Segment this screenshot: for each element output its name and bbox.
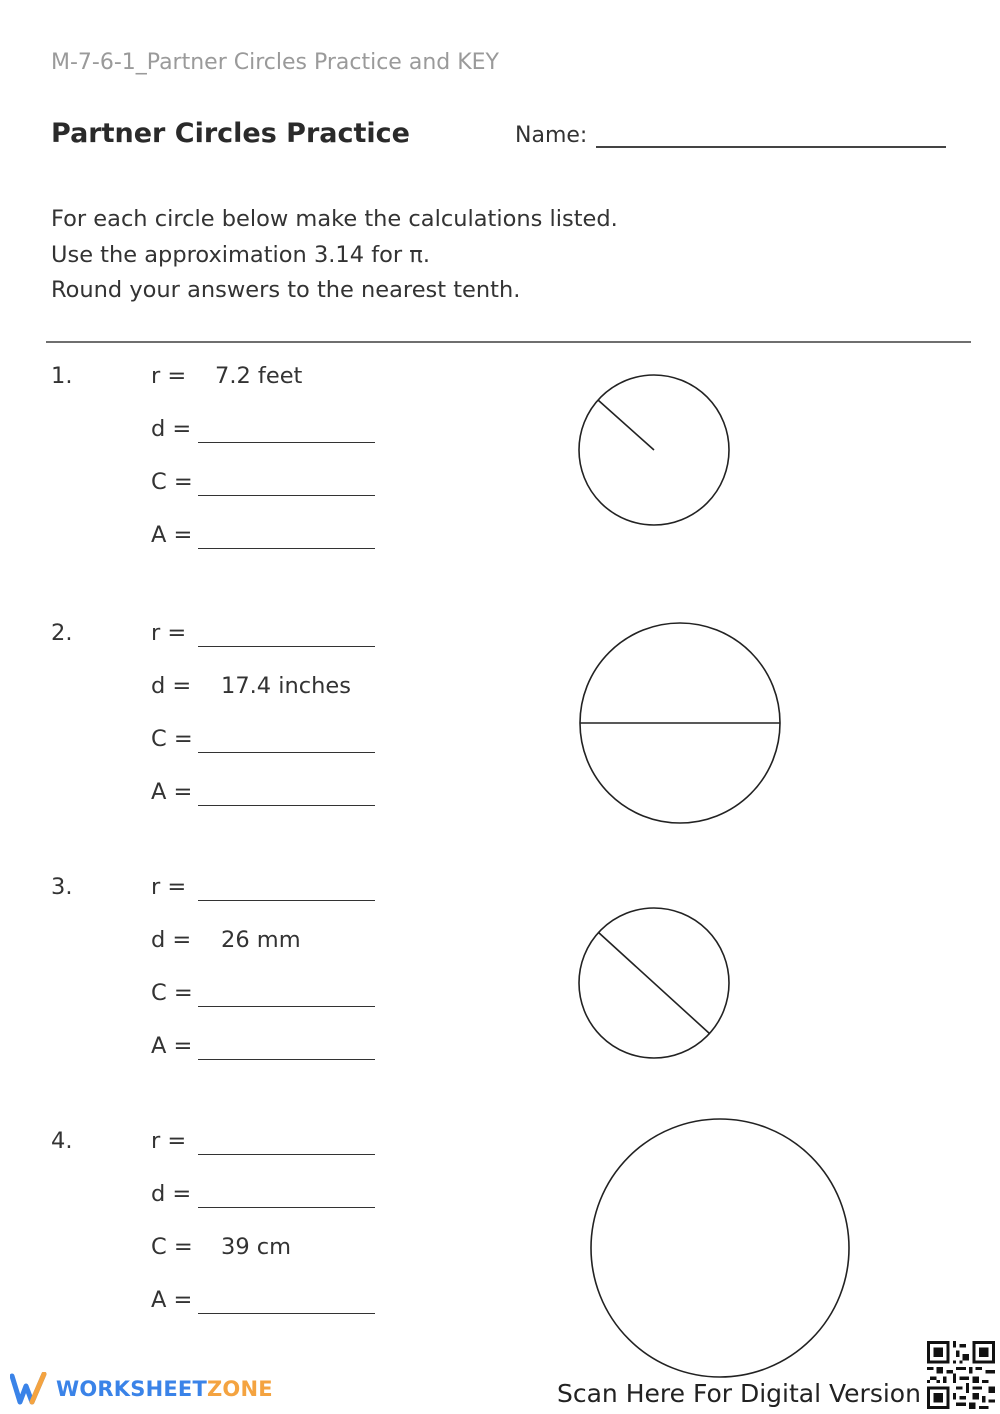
brand-text-zone: ZONE [206, 1377, 273, 1401]
variable-label: r = [151, 874, 187, 900]
problem-number: 4. [51, 1128, 73, 1154]
radius-segment-1 [598, 400, 654, 450]
circle-diagram-3 [579, 908, 729, 1058]
variable-label: A = [151, 1287, 193, 1313]
problem-number: 1. [51, 363, 73, 389]
circle-diagram-4 [591, 1119, 849, 1377]
variable-label: C = [151, 1234, 193, 1260]
brand-logo [10, 1372, 273, 1406]
document-code: M-7-6-1_Partner Circles Practice and KEY [51, 50, 499, 75]
variable-label: d = [151, 927, 192, 953]
qr-code-icon[interactable] [927, 1341, 995, 1409]
variable-label: r = [151, 363, 187, 389]
given-value: 39 cm [221, 1234, 292, 1260]
problem-number: 3. [51, 874, 73, 900]
variable-label: A = [151, 779, 193, 805]
problem-number: 2. [51, 620, 73, 646]
variable-label: C = [151, 469, 193, 495]
instruction-line-2: Use the approximation 3.14 for π. [51, 242, 431, 268]
worksheetzone-logo-icon [10, 1372, 52, 1406]
given-value: 26 mm [221, 927, 301, 953]
circle-4 [591, 1119, 849, 1377]
variable-label: r = [151, 620, 187, 646]
variable-label: d = [151, 416, 192, 442]
page-title: Partner Circles Practice [51, 118, 410, 149]
variable-label: r = [151, 1128, 187, 1154]
scan-instruction: Scan Here For Digital Version [557, 1379, 921, 1408]
instruction-line-3: Round your answers to the nearest tenth. [51, 277, 521, 303]
given-value: 17.4 inches [221, 673, 351, 699]
variable-label: d = [151, 673, 192, 699]
variable-label: C = [151, 726, 193, 752]
variable-label: A = [151, 1033, 193, 1059]
given-value: 7.2 feet [215, 363, 303, 389]
instruction-line-1: For each circle below make the calculations listed. [51, 206, 618, 232]
variable-label: d = [151, 1181, 192, 1207]
variable-label: A = [151, 522, 193, 548]
circle-diagram-1 [579, 375, 729, 525]
variable-label: C = [151, 980, 193, 1006]
brand-text-worksheet: WORKSHEET [56, 1377, 207, 1401]
diameter-segment-3 [598, 932, 710, 1034]
circle-diagram-2 [580, 623, 780, 823]
name-label: Name: [515, 123, 588, 148]
